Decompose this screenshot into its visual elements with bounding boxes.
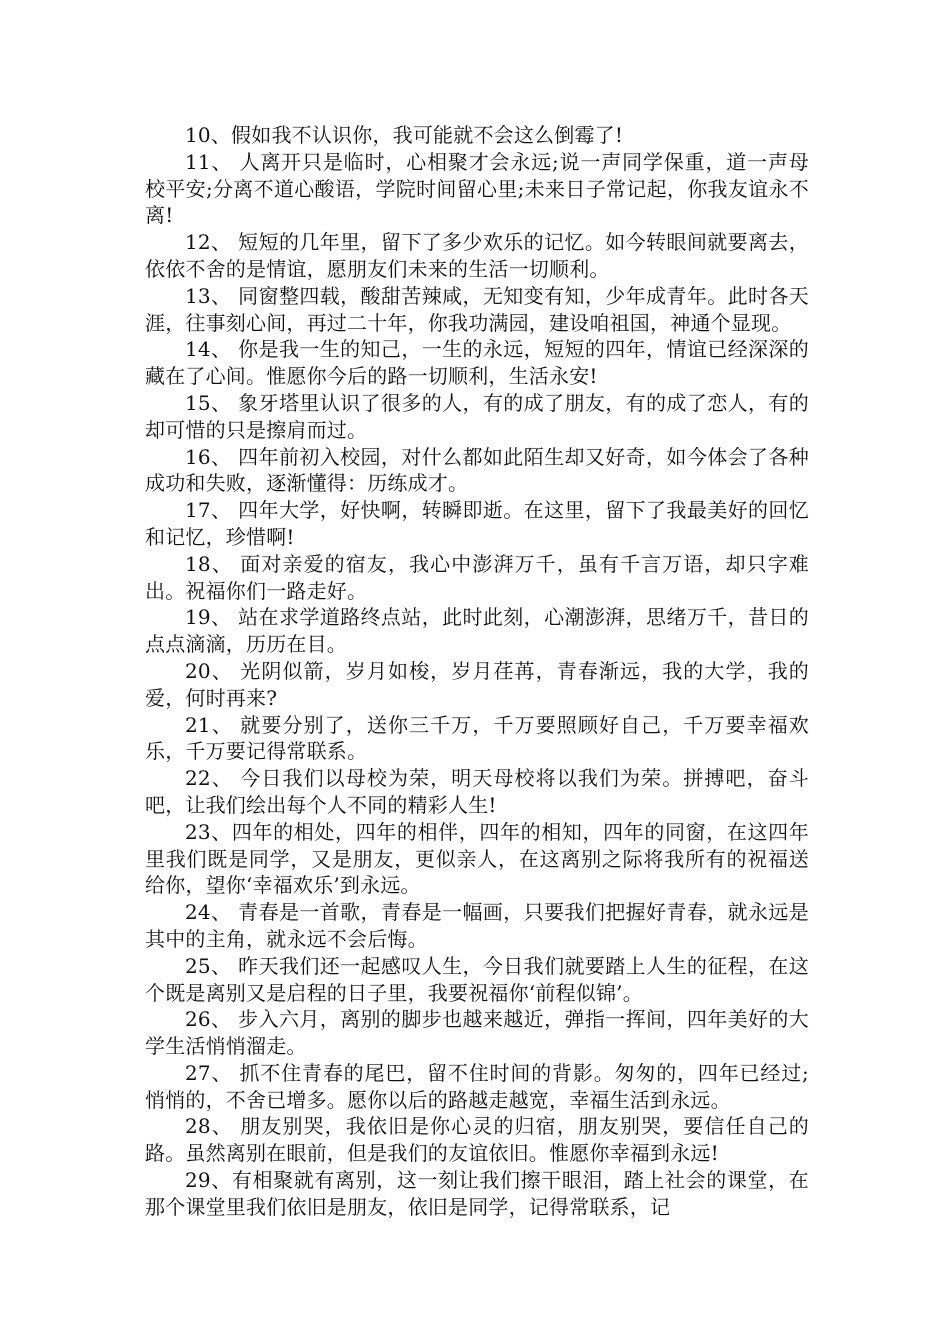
paragraph-16: 16、 四年前初入校园，对什么都如此陌生却又好奇，如今体会了各种成功和失败，逐渐懂得：历练成才。 xyxy=(145,444,809,496)
paragraph-12: 12、 短短的几年里，留下了多少欢乐的记忆。如今转眼间就要离去，依依不舍的是情谊，愿朋友们未来的生活一切顺利。 xyxy=(145,230,809,281)
paragraph-27: 27、 抓不住青春的尾巴，留不住时间的背影。匆匆的，四年已经过;悄悄的，不舍已增多。愿你以后的路越走越宽，幸福生活到永远。 xyxy=(145,1060,809,1112)
paragraph-10: 10、假如我不认识你，我可能就不会这么倒霉了! xyxy=(185,123,624,147)
document-body xyxy=(145,122,809,1221)
paragraph-29: 29、有相聚就有离别，这一刻让我们擦干眼泪，踏上社会的课堂，在那个课堂里我们依旧是朋友，依旧是同学，记得常联系，记 xyxy=(145,1168,809,1219)
paragraph-14: 14、 你是我一生的知己，一生的永远，短短的四年，情谊已经深深的藏在了心间。惟愿你今后的路一切顺利，生活永安! xyxy=(145,337,809,389)
paragraph-11: 11、 人离开只是临时，心相聚才会永远;说一声同学保重，道一声母校平安;分离不道心酸语，学院时间留心里;未来日子常记起，你我友谊永不离! xyxy=(145,149,809,228)
paragraph-15: 15、 象牙塔里认识了很多的人，有的成了朋友，有的成了恋人，有的却可惜的只是擦肩而过。 xyxy=(145,390,809,442)
paragraph-19: 19、 站在求学道路终点站，此时此刻，心潮澎湃，思绪万千，昔日的点点滴滴，历历在目。 xyxy=(145,605,809,657)
paragraph-23: 23、四年的相处，四年的相伴，四年的相知，四年的同窗，在这四年里我们既是同学，又是朋友，更似亲人，在这离别之际将我所有的祝福送给你，望你‘幸福欢乐’到永远。 xyxy=(145,819,809,898)
paragraph-20: 20、 光阴似箭，岁月如梭，岁月荏苒，青春渐远，我的大学，我的爱，何时再来? xyxy=(145,658,809,710)
paragraph-24: 24、 青春是一首歌，青春是一幅画，只要我们把握好青春，就永远是其中的主角，就永远不会后悔。 xyxy=(145,900,809,951)
paragraph-21: 21、 就要分别了，送你三千万，千万要照顾好自己，千万要幸福欢乐，千万要记得常联系。 xyxy=(145,712,809,764)
paragraph-28: 28、 朋友别哭，我依旧是你心灵的归宿，朋友别哭，要信任自己的路。虽然离别在眼前，但是我们的友谊依旧。惟愿你幸福到永远! xyxy=(145,1114,809,1166)
paragraph-26: 26、 步入六月，离别的脚步也越来越近，弹指一挥间，四年美好的大学生活悄悄溜走。 xyxy=(145,1007,809,1059)
paragraph-25: 25、 昨天我们还一起感叹人生，今日我们就要踏上人生的征程，在这个既是离别又是启程的日子里，我要祝福你‘前程似锦’。 xyxy=(145,953,809,1005)
paragraph-18: 18、 面对亲爱的宿友，我心中澎湃万千，虽有千言万语，却只字难出。祝福你们一路走好。 xyxy=(145,551,809,603)
paragraph-13: 13、 同窗整四载，酸甜苦辣咸，无知变有知，少年成青年。此时各天涯，往事刻心间，再过二十年，你我功满园，建设咱祖国，神通个显现。 xyxy=(145,283,809,335)
paragraph-22: 22、 今日我们以母校为荣，明天母校将以我们为荣。拼搏吧，奋斗吧，让我们绘出每个人不同的精彩人生! xyxy=(145,766,809,817)
paragraph-17: 17、 四年大学，好快啊，转瞬即逝。在这里，留下了我最美好的回忆和记忆，珍惜啊! xyxy=(145,498,809,549)
